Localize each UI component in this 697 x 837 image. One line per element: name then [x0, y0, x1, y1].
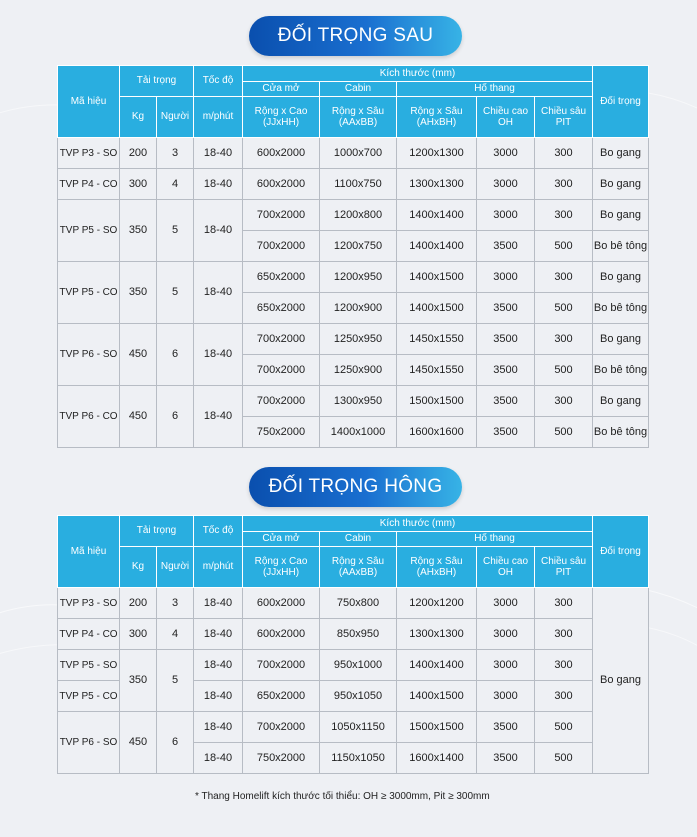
- counterweight-cell: Bo gang: [593, 324, 649, 355]
- header-pit: Chiều sâu PIT: [535, 97, 593, 138]
- door-cell: 600x2000: [243, 588, 320, 619]
- persons-cell: 6: [157, 712, 194, 774]
- shaft-cell: 1200x1200: [397, 588, 477, 619]
- kg-cell: 200: [120, 138, 157, 169]
- cabin-cell: 1200x750: [320, 231, 397, 262]
- counterweight-cell: Bo gang: [593, 262, 649, 293]
- pit-cell: 500: [535, 743, 593, 774]
- shaft-cell: 1450x1550: [397, 355, 477, 386]
- oh-cell: 3000: [477, 200, 535, 231]
- oh-cell: 3000: [477, 588, 535, 619]
- model-cell: TVP P4 - CO: [58, 169, 120, 200]
- counterweight-cell: Bo bê tông: [593, 231, 649, 262]
- counterweight-cell: Bo gang: [593, 200, 649, 231]
- oh-cell: 3000: [477, 262, 535, 293]
- header-door: Cửa mở: [243, 82, 320, 97]
- kg-cell: 350: [120, 200, 157, 262]
- pit-cell: 500: [535, 712, 593, 743]
- door-cell: 700x2000: [243, 231, 320, 262]
- shaft-cell: 1400x1500: [397, 293, 477, 324]
- section-title-side-counterweight: ĐỐI TRỌNG HÔNG: [249, 467, 462, 507]
- header-cabin-size: Rộng x Sâu (AAxBB): [320, 547, 397, 588]
- counterweight-cell: Bo gang: [593, 588, 649, 774]
- door-cell: 700x2000: [243, 355, 320, 386]
- door-cell: 600x2000: [243, 138, 320, 169]
- door-cell: 650x2000: [243, 293, 320, 324]
- model-cell: TVP P5 - CO: [58, 262, 120, 324]
- header-mpm: m/phút: [194, 97, 243, 138]
- door-cell: 650x2000: [243, 262, 320, 293]
- shaft-cell: 1500x1500: [397, 712, 477, 743]
- door-cell: 700x2000: [243, 650, 320, 681]
- kg-cell: 450: [120, 712, 157, 774]
- kg-cell: 350: [120, 262, 157, 324]
- model-cell: TVP P3 - SO: [58, 138, 120, 169]
- speed-cell: 18-40: [194, 138, 243, 169]
- speed-cell: 18-40: [194, 262, 243, 324]
- header-load: Tải trọng: [120, 516, 194, 547]
- side-counterweight-table: [57, 515, 649, 774]
- pit-cell: 300: [535, 386, 593, 417]
- kg-cell: 350: [120, 650, 157, 712]
- shaft-cell: 1600x1400: [397, 743, 477, 774]
- persons-cell: 5: [157, 200, 194, 262]
- model-cell: TVP P5 - CO: [58, 681, 120, 712]
- header-model: Mã hiệu: [58, 66, 120, 138]
- shaft-cell: 1400x1400: [397, 200, 477, 231]
- header-oh: Chiều cao OH: [477, 547, 535, 588]
- counterweight-cell: Bo gang: [593, 386, 649, 417]
- shaft-cell: 1400x1500: [397, 681, 477, 712]
- header-counterweight: Đối trọng: [593, 516, 649, 588]
- oh-cell: 3500: [477, 293, 535, 324]
- cabin-cell: 1200x900: [320, 293, 397, 324]
- persons-cell: 5: [157, 262, 194, 324]
- persons-cell: 5: [157, 650, 194, 712]
- shaft-cell: 1450x1550: [397, 324, 477, 355]
- pit-cell: 500: [535, 231, 593, 262]
- door-cell: 600x2000: [243, 619, 320, 650]
- oh-cell: 3500: [477, 386, 535, 417]
- kg-cell: 300: [120, 169, 157, 200]
- header-dimensions: Kích thước (mm): [243, 66, 593, 82]
- model-cell: TVP P3 - SO: [58, 588, 120, 619]
- header-door-size: Rộng x Cao (JJxHH): [243, 97, 320, 138]
- counterweight-cell: Bo gang: [593, 169, 649, 200]
- oh-cell: 3500: [477, 417, 535, 448]
- header-persons: Người: [157, 97, 194, 138]
- header-oh: Chiều cao OH: [477, 97, 535, 138]
- kg-cell: 450: [120, 324, 157, 386]
- counterweight-cell: Bo bê tông: [593, 417, 649, 448]
- header-door-size: Rộng x Cao (JJxHH): [243, 547, 320, 588]
- pit-cell: 300: [535, 262, 593, 293]
- oh-cell: 3000: [477, 138, 535, 169]
- shaft-cell: 1500x1500: [397, 386, 477, 417]
- counterweight-cell: Bo bê tông: [593, 293, 649, 324]
- speed-cell: 18-40: [194, 743, 243, 774]
- cabin-cell: 850x950: [320, 619, 397, 650]
- header-kg: Kg: [120, 97, 157, 138]
- oh-cell: 3500: [477, 231, 535, 262]
- section-title-rear-counterweight: ĐỐI TRỌNG SAU: [249, 16, 462, 56]
- door-cell: 700x2000: [243, 712, 320, 743]
- pit-cell: 300: [535, 324, 593, 355]
- speed-cell: 18-40: [194, 588, 243, 619]
- oh-cell: 3500: [477, 355, 535, 386]
- pit-cell: 300: [535, 200, 593, 231]
- cabin-cell: 1250x900: [320, 355, 397, 386]
- shaft-cell: 1400x1500: [397, 262, 477, 293]
- cabin-cell: 1200x950: [320, 262, 397, 293]
- header-shaft: Hố thang: [397, 82, 593, 97]
- header-load: Tải trọng: [120, 66, 194, 97]
- header-shaft-size: Rộng x Sâu (AHxBH): [397, 547, 477, 588]
- header-persons: Người: [157, 547, 194, 588]
- cabin-cell: 1400x1000: [320, 417, 397, 448]
- model-cell: TVP P5 - SO: [58, 200, 120, 262]
- cabin-cell: 1200x800: [320, 200, 397, 231]
- pit-cell: 500: [535, 355, 593, 386]
- model-cell: TVP P4 - CO: [58, 619, 120, 650]
- speed-cell: 18-40: [194, 619, 243, 650]
- header-cabin-size: Rộng x Sâu (AAxBB): [320, 97, 397, 138]
- door-cell: 700x2000: [243, 324, 320, 355]
- kg-cell: 450: [120, 386, 157, 448]
- speed-cell: 18-40: [194, 386, 243, 448]
- cabin-cell: 1150x1050: [320, 743, 397, 774]
- oh-cell: 3000: [477, 619, 535, 650]
- header-pit: Chiều sâu PIT: [535, 547, 593, 588]
- persons-cell: 6: [157, 324, 194, 386]
- shaft-cell: 1600x1600: [397, 417, 477, 448]
- persons-cell: 3: [157, 588, 194, 619]
- model-cell: TVP P6 - SO: [58, 712, 120, 774]
- rear-counterweight-table: [57, 65, 649, 448]
- oh-cell: 3000: [477, 169, 535, 200]
- door-cell: 750x2000: [243, 417, 320, 448]
- pit-cell: 300: [535, 650, 593, 681]
- header-dimensions: Kích thước (mm): [243, 516, 593, 532]
- oh-cell: 3500: [477, 712, 535, 743]
- door-cell: 700x2000: [243, 386, 320, 417]
- header-speed: Tốc độ: [194, 66, 243, 97]
- header-kg: Kg: [120, 547, 157, 588]
- model-cell: TVP P6 - CO: [58, 386, 120, 448]
- door-cell: 700x2000: [243, 200, 320, 231]
- counterweight-cell: Bo bê tông: [593, 355, 649, 386]
- header-shaft-size: Rộng x Sâu (AHxBH): [397, 97, 477, 138]
- door-cell: 750x2000: [243, 743, 320, 774]
- persons-cell: 4: [157, 169, 194, 200]
- speed-cell: 18-40: [194, 324, 243, 386]
- persons-cell: 6: [157, 386, 194, 448]
- pit-cell: 500: [535, 293, 593, 324]
- oh-cell: 3000: [477, 681, 535, 712]
- cabin-cell: 1300x950: [320, 386, 397, 417]
- cabin-cell: 1250x950: [320, 324, 397, 355]
- oh-cell: 3500: [477, 743, 535, 774]
- pit-cell: 300: [535, 619, 593, 650]
- model-cell: TVP P6 - SO: [58, 324, 120, 386]
- header-model: Mã hiệu: [58, 516, 120, 588]
- speed-cell: 18-40: [194, 681, 243, 712]
- header-mpm: m/phút: [194, 547, 243, 588]
- header-cabin: Cabin: [320, 82, 397, 97]
- pit-cell: 500: [535, 417, 593, 448]
- shaft-cell: 1200x1300: [397, 138, 477, 169]
- pit-cell: 300: [535, 588, 593, 619]
- header-speed: Tốc độ: [194, 516, 243, 547]
- kg-cell: 200: [120, 588, 157, 619]
- header-cabin: Cabin: [320, 532, 397, 547]
- shaft-cell: 1400x1400: [397, 650, 477, 681]
- shaft-cell: 1300x1300: [397, 169, 477, 200]
- persons-cell: 3: [157, 138, 194, 169]
- speed-cell: 18-40: [194, 712, 243, 743]
- oh-cell: 3000: [477, 650, 535, 681]
- model-cell: TVP P5 - SO: [58, 650, 120, 681]
- header-shaft: Hố thang: [397, 532, 593, 547]
- speed-cell: 18-40: [194, 200, 243, 262]
- cabin-cell: 1050x1150: [320, 712, 397, 743]
- speed-cell: 18-40: [194, 169, 243, 200]
- pit-cell: 300: [535, 681, 593, 712]
- header-counterweight: Đối trọng: [593, 66, 649, 138]
- kg-cell: 300: [120, 619, 157, 650]
- persons-cell: 4: [157, 619, 194, 650]
- door-cell: 600x2000: [243, 169, 320, 200]
- door-cell: 650x2000: [243, 681, 320, 712]
- counterweight-cell: Bo gang: [593, 138, 649, 169]
- cabin-cell: 950x1050: [320, 681, 397, 712]
- shaft-cell: 1400x1400: [397, 231, 477, 262]
- cabin-cell: 750x800: [320, 588, 397, 619]
- oh-cell: 3500: [477, 324, 535, 355]
- pit-cell: 300: [535, 169, 593, 200]
- speed-cell: 18-40: [194, 650, 243, 681]
- footnote: * Thang Homelift kích thước tối thiểu: OH ≥ 3000mm, Pit ≥ 300mm: [195, 791, 490, 802]
- pit-cell: 300: [535, 138, 593, 169]
- header-door: Cửa mở: [243, 532, 320, 547]
- shaft-cell: 1300x1300: [397, 619, 477, 650]
- cabin-cell: 950x1000: [320, 650, 397, 681]
- cabin-cell: 1100x750: [320, 169, 397, 200]
- cabin-cell: 1000x700: [320, 138, 397, 169]
